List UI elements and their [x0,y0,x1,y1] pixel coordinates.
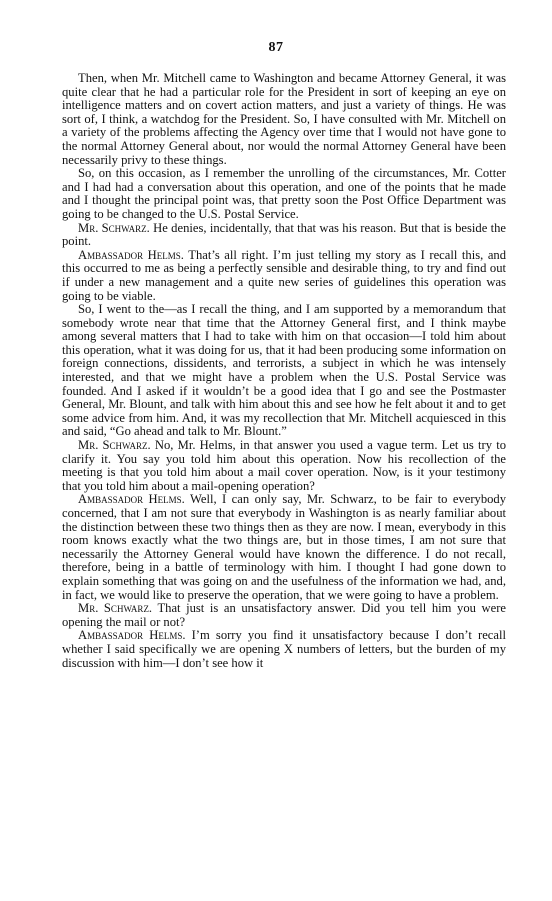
paragraph-text: So, I went to the—as I recall the thing, and I am supported by a memorandum that somebody wrote near that time that the Attorney General first, and I think maybe among several matters that I had to take with him on that occasion—I told him about this operation, what it was doing for us, that it had been producing some information on foreign connections, dissidents, and terrorists, a subject in which he was intensely interested, and that we might have a problem when the U.S. Postal Service was founded. And I asked if it wouldn’t be a good idea that I go and see the Postmaster General, Mr. Blount, and talk with him about this and see how he felt about it and to get some advice from him. And, it was my recollection that Mr. Mitchell acquiesced in this and said, “Go ahead and talk to Mr. Blount.” [62,302,506,439]
paragraph [62,249,506,303]
paragraph-text: No, Mr. Helms, in that answer you used a vague term. Let us try to clarify it. You say you told him about this operation. Now his recollection of the meeting is that you told him about a mail cover operation. Now, is it your testimony that you told him about a mail-opening operation? [62,438,506,493]
paragraph [62,439,506,493]
paragraph-text: So, on this occasion, as I remember the unrolling of the circumstances, Mr. Cotter and I had had a conversation about this operation, and one of the points that he made and I thought the principal point was, that pretty soon the Post Office Department was going to be changed to the U.S. Postal Service. [62,166,506,221]
paragraph-text: Well, I can only say, Mr. Schwarz, to be fair to everybody concerned, that I am not sure that everybody in Washington is as nearly familiar about the distinction between these two things then as they are now. I mean, everybody in this room knows exactly what the two things are, but in those times, I am not sure that necessarily the Attorney General would have known the difference. I do not recall, therefore, being in a battle of terminology with him. I thought I had gone down to explain something that was going on and the usefulness of the information we had, and, in fact, we would like to preserve the operation, that we were going to have a problem. [62,492,507,602]
paragraph [62,602,506,629]
paragraph [62,222,506,249]
body-text [62,72,506,670]
paragraph-text: He denies, incidentally, that that was his reason. But that is beside the point. [62,220,506,249]
paragraph-text: That just is an unsatisfactory answer. Did you tell him you were opening the mail or not? [62,601,506,629]
paragraph [62,629,506,670]
speaker-name: Ambassador Helms. [78,628,186,643]
page-number: 87 [268,40,284,55]
speaker-name: Mr. Schwarz. [78,220,150,235]
speaker-name: Mr. Schwarz. [78,601,153,616]
speaker-name: Ambassador Helms. [78,492,185,507]
paragraph-text: That’s all right. I’m just telling my story as I recall this, and this occurred to me as being a perfectly sensible and desirable thing, to try and find out if under a new management and a quite new series of guidelines this operation was going to be viable. [62,247,506,303]
speaker-name: Ambassador Helms. [78,247,184,262]
speaker-name: Mr. Schwarz. [78,438,151,453]
paragraph [62,493,506,602]
paragraph-text: I’m sorry you find it unsatisfactory because I don’t recall whether I said specifically we are opening X numbers of letters, but the burden of my discussion with him—I don’t see how it [62,628,506,670]
paragraph [62,72,506,167]
paragraph-text: Then, when Mr. Mitchell came to Washington and became Attorney General, it was quite clear that he had a particular role for the President in sort of keeping an eye on intelligence matters and on covert action matters, and just a variety of things. He was sort of, I think, a watchdog for the President. So, I have consulted with Mr. Mitchell on a variety of the problems affecting the Agency over time that I would not have gone to the normal Attorney General about, nor would the normal Attorney General have been necessarily privy to these things. [62,71,506,167]
paragraph [62,303,506,439]
paragraph [62,167,506,221]
